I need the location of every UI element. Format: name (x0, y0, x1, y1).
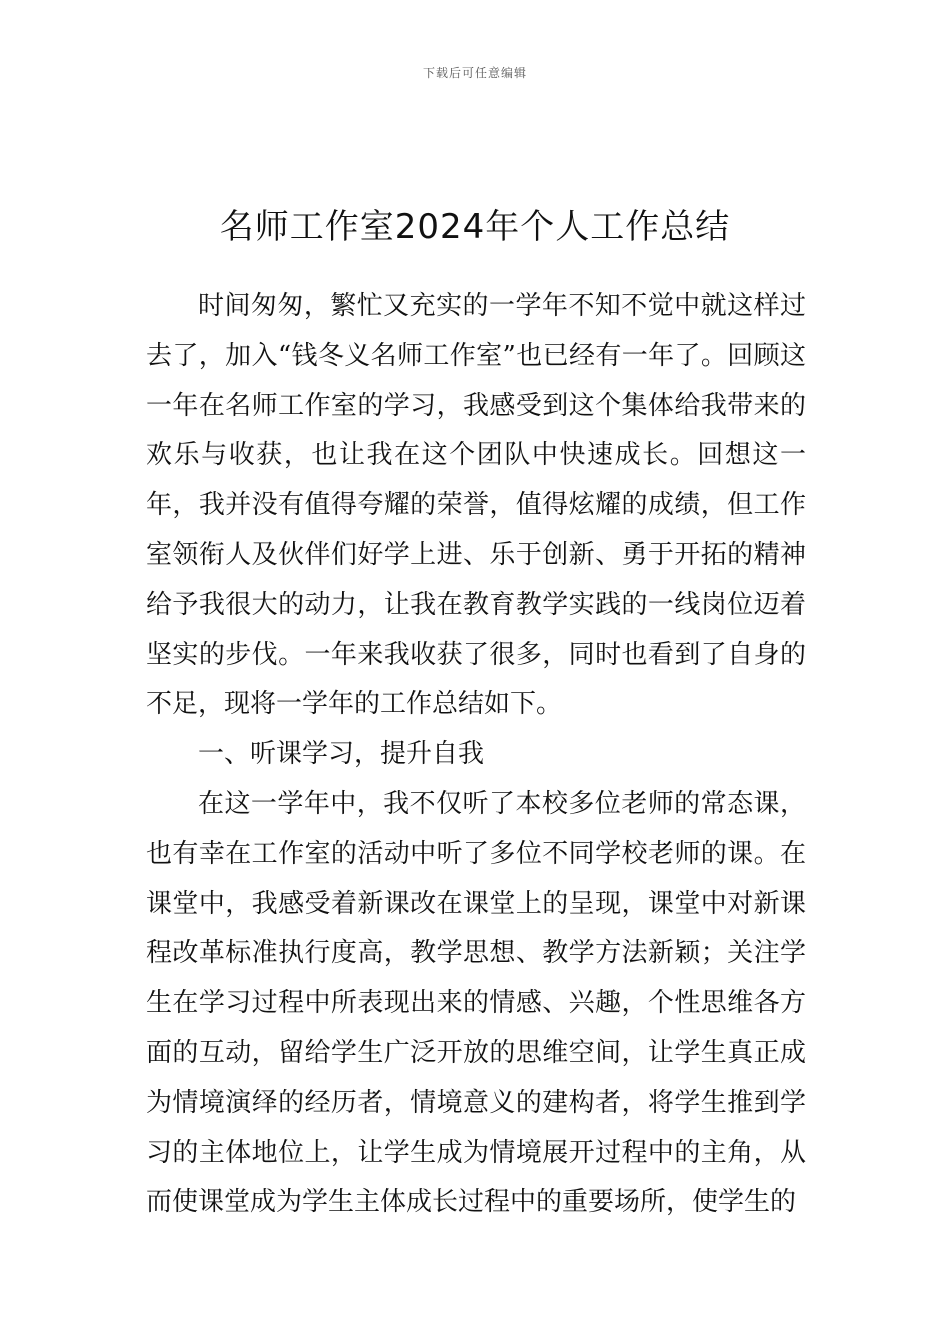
section-heading: 一、听课学习，提升自我 (198, 739, 485, 770)
document-body (146, 282, 806, 1228)
header-note: 下载后可任意编辑 (422, 66, 527, 80)
body-paragraph: 在这一学年中，我不仅听了本校多位老师的常态课，也有幸在工作室的活动中听了多位不同学校老师的课。在课堂中，我感受着新课改在课堂上的呈现，课堂中对新课程改革标准执行度高，教学思想、教学方法新颖；关注学生在学习过程中所表现出来的情感、兴趣，个性思维各方面的互动，留给学生广泛开放的思维空间，让学生真正成为情境演绎的经历者，情境意义的建构者，将学生推到学习的主体地位上，让学生成为情境展开过程中的主角，从而使课堂成为学生主体成长过程中的重要场所，使学生的 (146, 788, 806, 1218)
page-title: 名师工作室2024年个人工作总结 (219, 206, 731, 247)
intro-paragraph: 时间匆匆，繁忙又充实的一学年不知不觉中就这样过去了，加入“钱冬义名师工作室”也已经有一年了。回顾这一年在名师工作室的学习，我感受到这个集体给我带来的欢乐与收获，也让我在这个团队中快速成长。回想这一年，我并没有值得夸耀的荣誉，值得炫耀的成绩，但工作室领衔人及伙伴们好学上进、乐于创新、勇于开拓的精神给予我很大的动力，让我在教育教学实践的一线岗位迈着坚实的步伐。一年来我收获了很多，同时也看到了自身的不足，现将一学年的工作总结如下。 (146, 291, 806, 720)
